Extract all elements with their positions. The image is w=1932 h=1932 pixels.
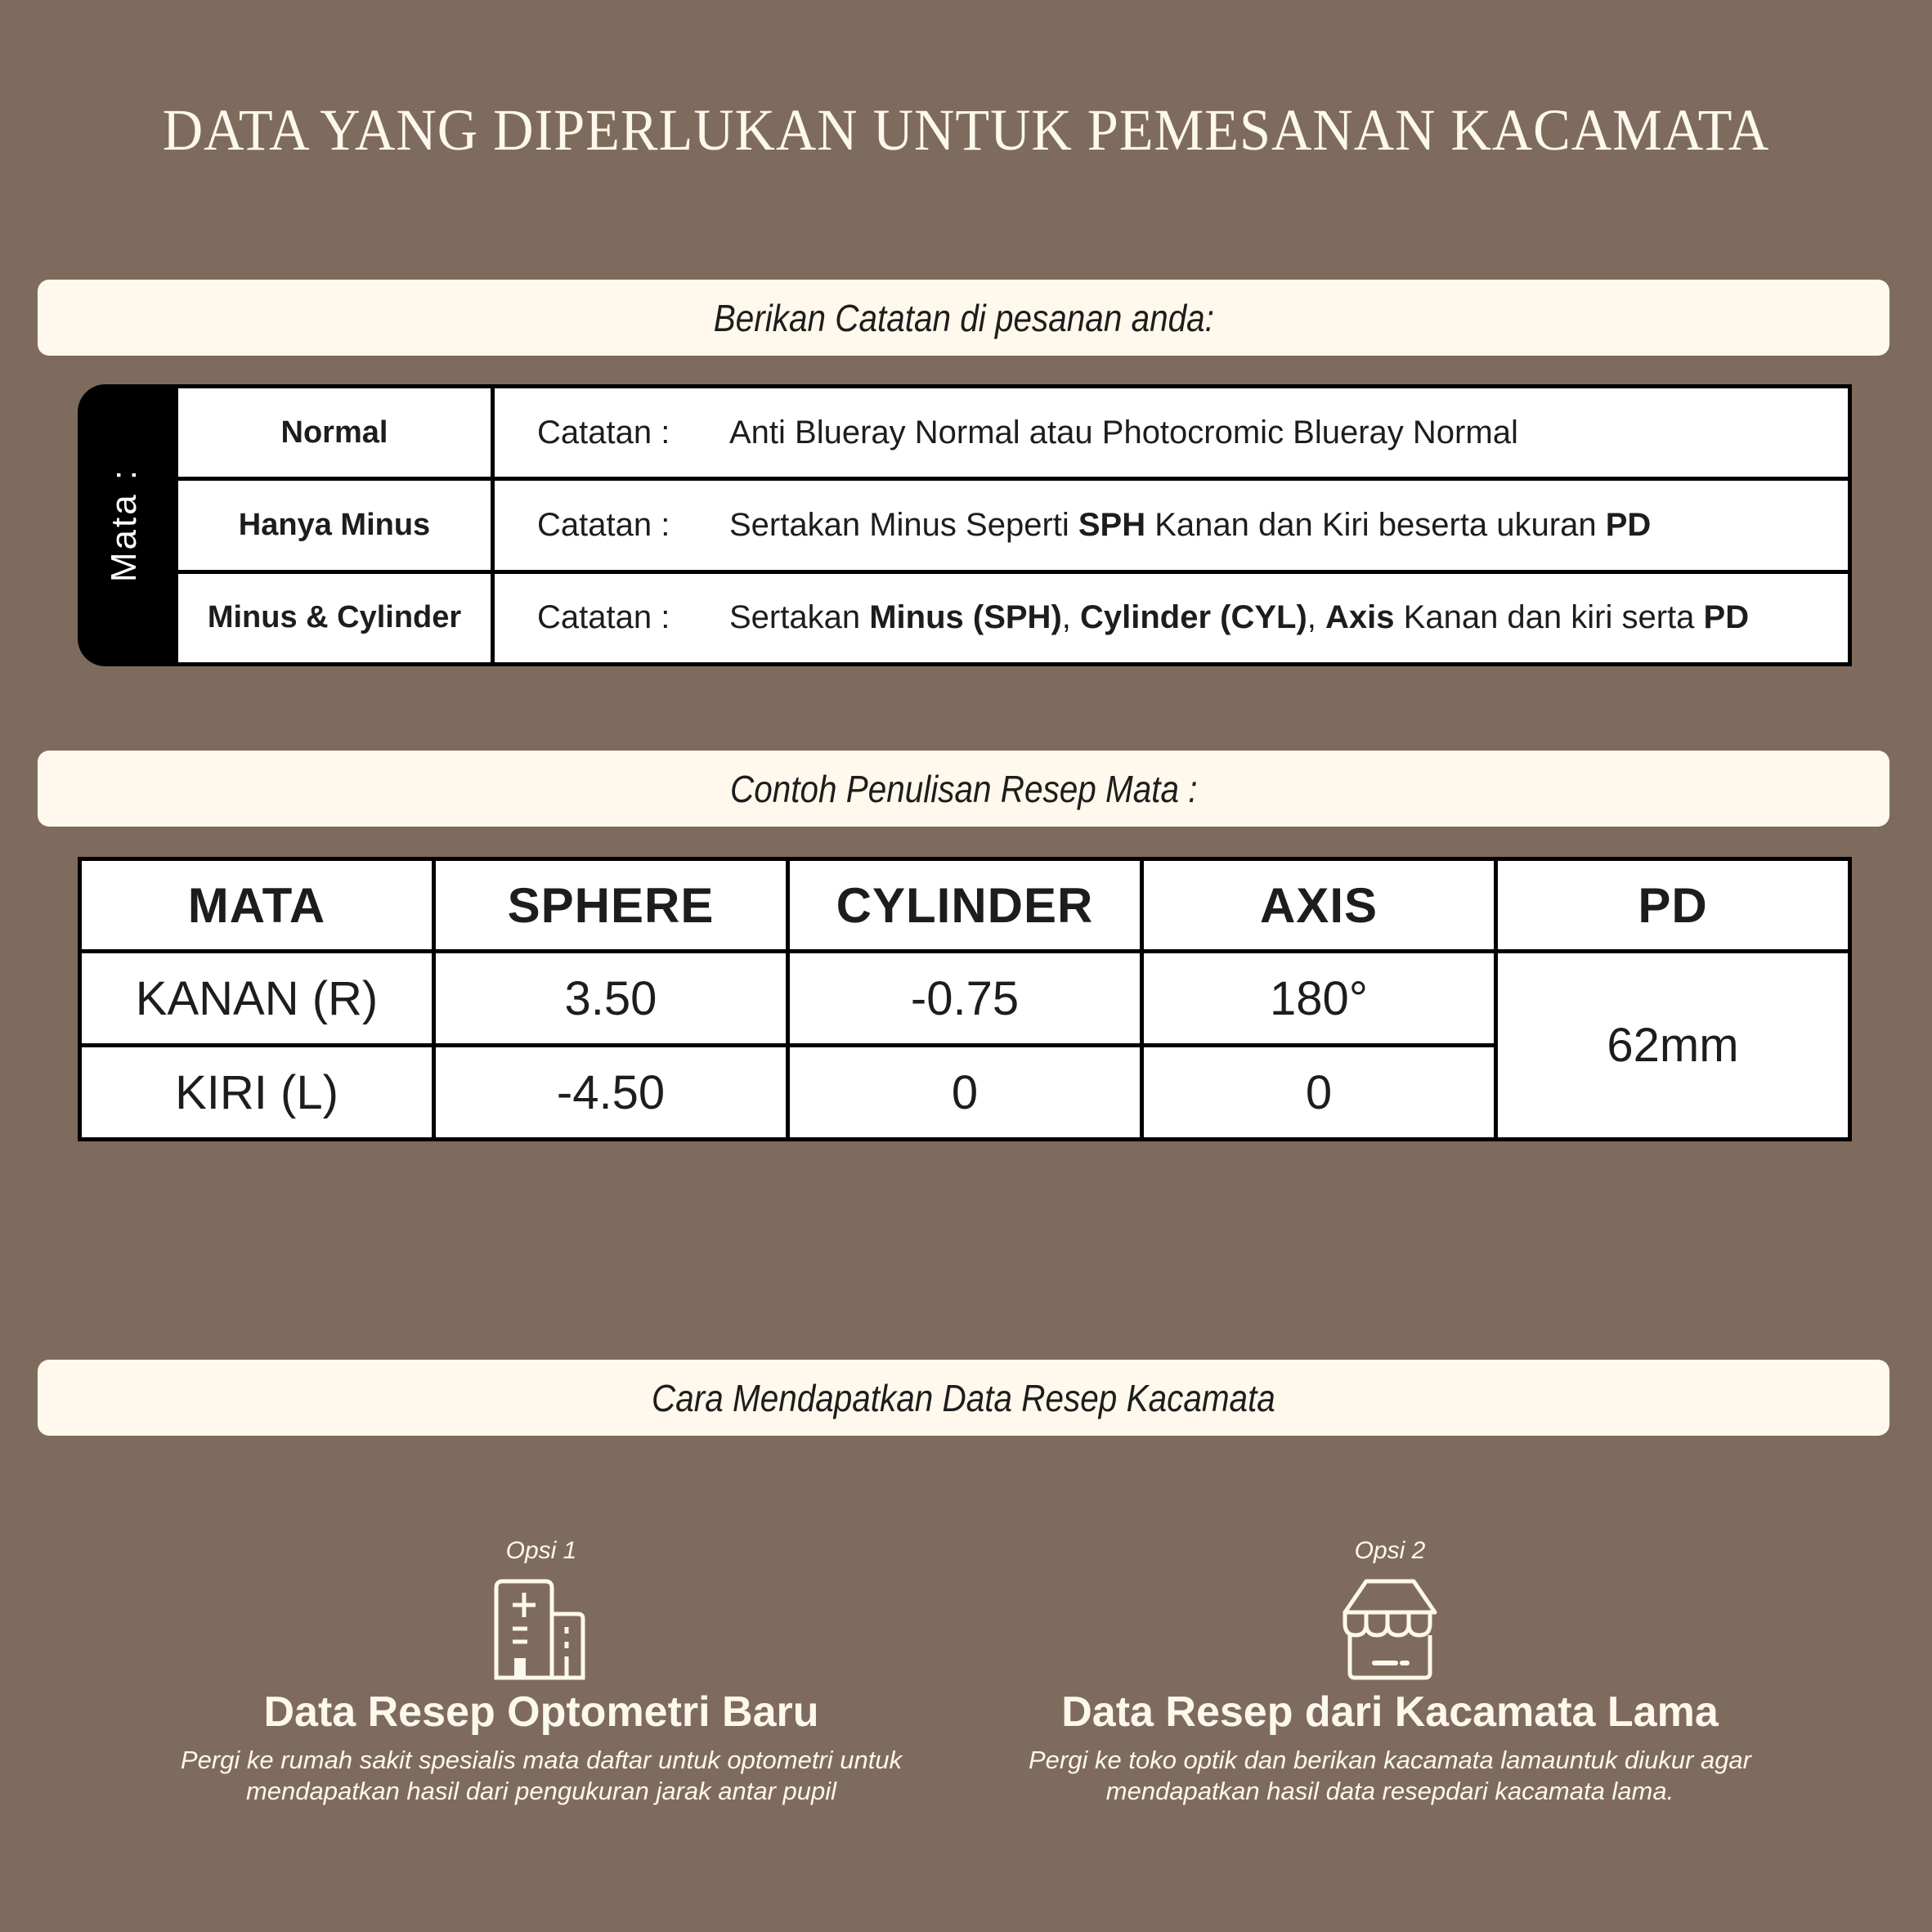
notes-keyword: Axis [1325,599,1395,636]
notes-segment: Anti Blueray Normal atau Photocromic Blueray Normal [729,414,1518,451]
page-title: DATA YANG DIPERLUKAN UNTUK PEMESANAN KACAMATA [162,97,1770,163]
notes-banner-text: Berikan Catatan di pesanan anda: [713,296,1214,339]
notes-segment: , [1061,599,1080,636]
notes-type: Minus & Cylinder [177,572,493,664]
option-2 [981,1537,1799,1807]
rx-sphere: 3.50 [434,952,788,1046]
notes-keyword: PD [1703,599,1750,636]
rx-header-mata: MATA [80,859,434,952]
notes-prefix: Catatan : [537,599,670,636]
rx-cylinder: 0 [788,1046,1142,1140]
option-description-line: Pergi ke toko optik dan berikan kacamata lamauntuk diukur agar [1029,1746,1751,1774]
storefront-icon [1337,1576,1443,1683]
notes-content [729,415,1518,451]
rx-row-right [80,952,1850,1046]
rx-eye: KANAN (R) [80,952,434,1046]
rx-header-pd: PD [1496,859,1850,952]
notes-text [493,572,1850,664]
notes-type: Hanya Minus [177,479,493,572]
notes-grid [174,384,1852,666]
notes-segment: Kanan dan kiri serta [1394,599,1704,636]
rx-sphere: -4.50 [434,1046,788,1140]
howto-banner [38,1360,1889,1436]
notes-keyword: PD [1605,506,1652,543]
option-description [981,1745,1799,1807]
notes-keyword: SPH [1078,506,1146,543]
option-description [132,1745,950,1807]
rx-axis: 0 [1142,1046,1496,1140]
notes-table [78,384,1852,666]
option-description-line: mendapatkan hasil data resepdari kacamata lama. [1105,1777,1674,1805]
notes-row-minus-cylinder [177,572,1850,664]
rx-header-row [80,859,1850,952]
notes-content [729,507,1651,543]
howto-banner-text: Cara Mendapatkan Data Resep Kacamata [652,1376,1275,1419]
option-title: Data Resep dari Kacamata Lama [1061,1688,1719,1736]
hospital-building-icon [488,1576,594,1683]
notes-prefix: Catatan : [537,506,670,543]
notes-segment: Kanan dan Kiri beserta ukuran [1145,506,1606,543]
notes-text [493,479,1850,572]
rx-banner-text: Contoh Penulisan Resep Mata : [729,767,1198,810]
notes-type: Normal [177,387,493,479]
notes-segment: Sertakan Minus Seperti [729,506,1078,543]
rx-pd: 62mm [1496,952,1850,1140]
option-label: Opsi 2 [1354,1537,1426,1564]
option-description-line: Pergi ke rumah sakit spesialis mata daftar untuk optometri untuk [180,1746,903,1774]
notes-banner [38,280,1889,356]
notes-content [729,599,1749,635]
option-title: Data Resep Optometri Baru [263,1688,819,1736]
notes-prefix: Catatan : [537,414,670,451]
rx-header-axis: AXIS [1142,859,1496,952]
rx-eye: KIRI (L) [80,1046,434,1140]
notes-row-normal [177,387,1850,479]
rx-header-cylinder: CYLINDER [788,859,1142,952]
option-description-line: mendapatkan hasil dari pengukuran jarak antar pupil [245,1777,837,1805]
rx-banner [38,751,1889,827]
notes-keyword: Cylinder (CYL) [1080,599,1307,636]
prescription-table [78,857,1852,1141]
option-label: Opsi 1 [505,1537,577,1564]
notes-keyword: Minus (SPH) [869,599,1062,636]
rx-cylinder: -0.75 [788,952,1142,1046]
notes-row-hanya-minus [177,479,1850,572]
notes-text [493,387,1850,479]
rx-header-sphere: SPHERE [434,859,788,952]
notes-segment: Sertakan [729,599,870,636]
rx-axis: 180° [1142,952,1496,1046]
eye-side-label: Mata : [104,467,144,583]
notes-segment: , [1307,599,1326,636]
option-1 [132,1537,950,1807]
